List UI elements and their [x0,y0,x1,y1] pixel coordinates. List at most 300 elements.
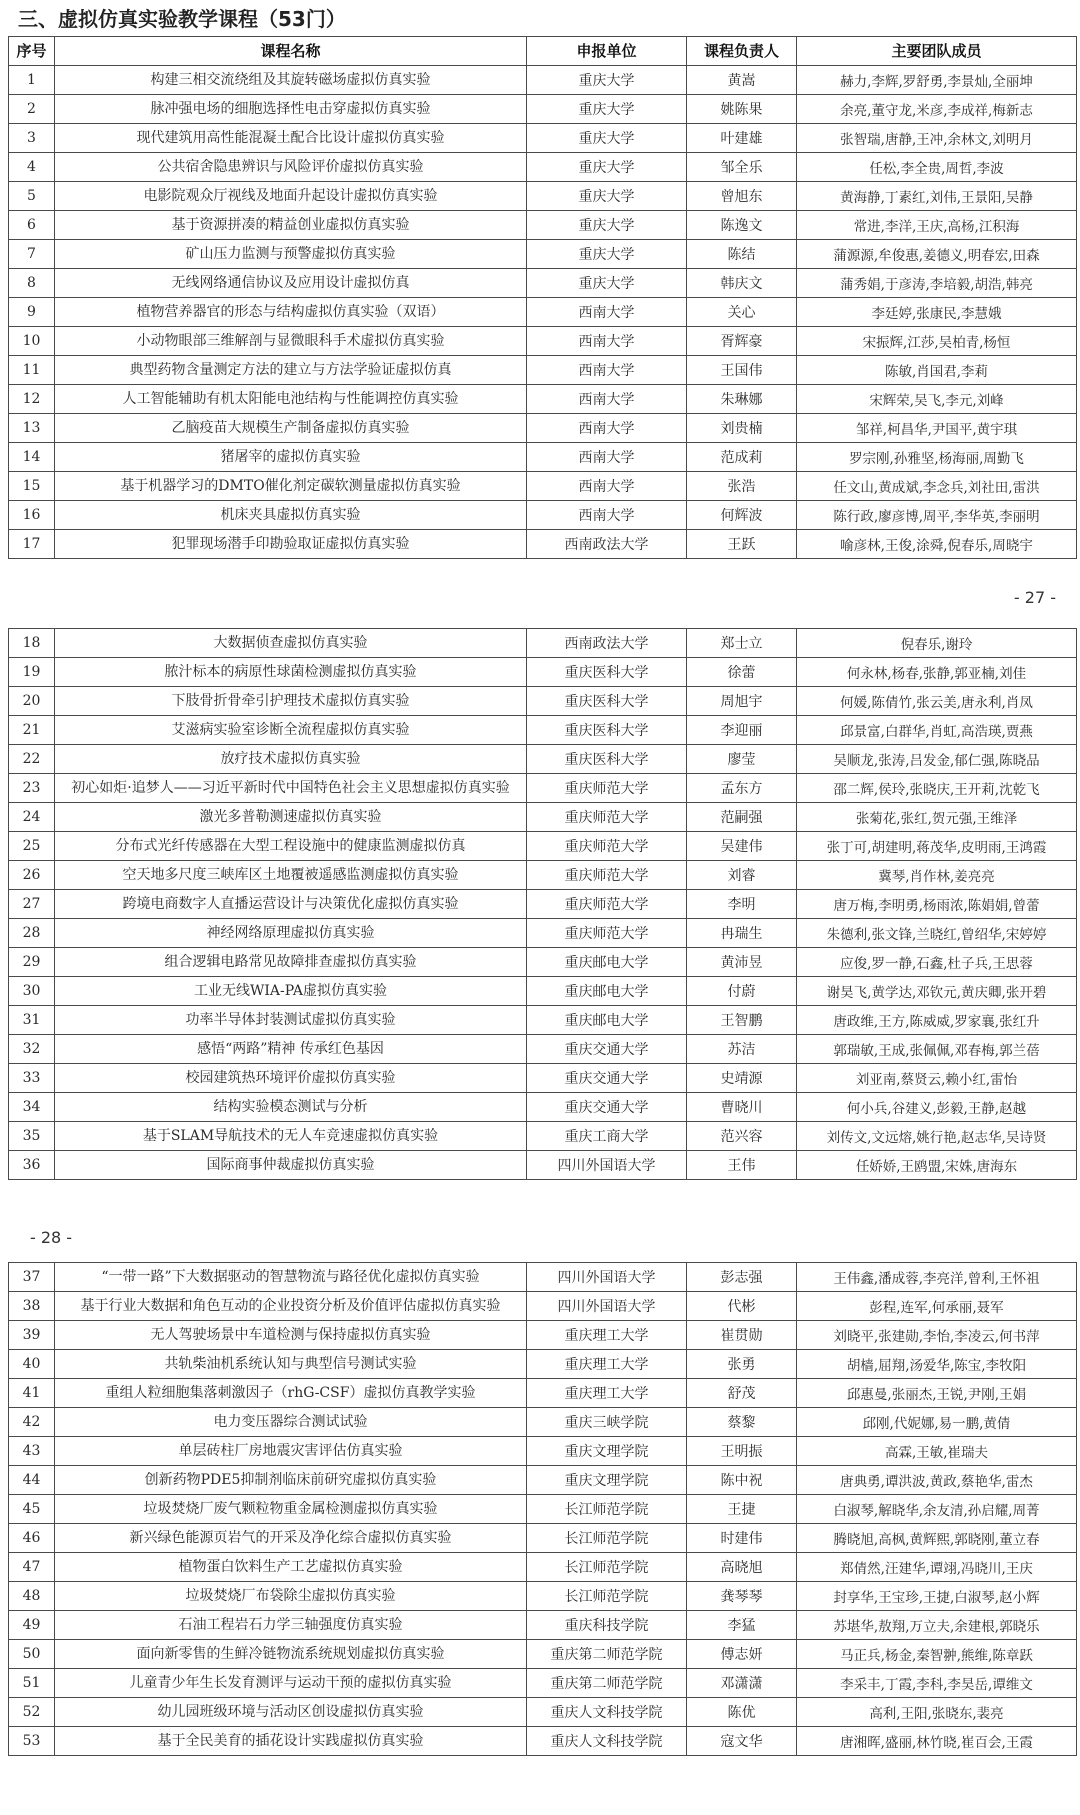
cell-row-number: 52 [9,1698,55,1727]
cell-applying-unit: 重庆大学 [527,123,687,152]
cell-course-leader: 王明振 [687,1437,797,1466]
cell-team-members: 何媛,陈倩竹,张云美,唐永利,肖凤 [797,687,1077,716]
cell-row-number: 34 [9,1093,55,1122]
cell-course-name: 大数据侦查虚拟仿真实验 [55,629,527,658]
table-row [9,65,1077,94]
cell-team-members: 唐政维,王方,陈威威,罗家襄,张红升 [797,1006,1077,1035]
cell-team-members: 张智瑞,唐静,王冲,余林文,刘明月 [797,123,1077,152]
table-row [9,803,1077,832]
cell-row-number: 20 [9,687,55,716]
table-row [9,1064,1077,1093]
header-team-members: 主要团队成员 [797,37,1077,66]
cell-row-number: 18 [9,629,55,658]
cell-course-name: 犯罪现场潜手印勘验取证虚拟仿真实验 [55,529,527,558]
cell-course-leader: 李猛 [687,1611,797,1640]
cell-row-number: 16 [9,500,55,529]
cell-course-leader: 陈逸文 [687,210,797,239]
cell-course-name: 乙脑疫苗大规模生产制备虚拟仿真实验 [55,413,527,442]
cell-row-number: 1 [9,65,55,94]
cell-course-name: 机床夹具虚拟仿真实验 [55,500,527,529]
cell-course-name: 脉冲强电场的细胞选择性电击穿虚拟仿真实验 [55,94,527,123]
cell-course-leader: 叶建雄 [687,123,797,152]
cell-applying-unit: 长江师范学院 [527,1524,687,1553]
cell-course-name: 脓汁标本的病原性球菌检测虚拟仿真实验 [55,658,527,687]
cell-team-members: 郑倩然,汪建华,谭翊,冯晓川,王庆 [797,1553,1077,1582]
table-row [9,1727,1077,1756]
cell-team-members: 封享华,王宝珍,王捷,白淑琴,赵小辉 [797,1582,1077,1611]
cell-applying-unit: 重庆师范大学 [527,803,687,832]
cell-course-name: 分布式光纤传感器在大型工程设施中的健康监测虚拟仿真 [55,832,527,861]
table-row [9,297,1077,326]
cell-row-number: 48 [9,1582,55,1611]
cell-course-name: 下肢骨折骨牵引护理技术虚拟仿真实验 [55,687,527,716]
cell-row-number: 46 [9,1524,55,1553]
cell-row-number: 8 [9,268,55,297]
table-row [9,1122,1077,1151]
page-number-27: - 27 - [1013,588,1056,607]
cell-row-number: 22 [9,745,55,774]
cell-course-name: 激光多普勒测速虚拟仿真实验 [55,803,527,832]
cell-course-name: 单层砖柱厂房地震灾害评估仿真实验 [55,1437,527,1466]
cell-course-name: 基于全民美育的插花设计实践虚拟仿真实验 [55,1727,527,1756]
table-row [9,1408,1077,1437]
cell-team-members: 冀琴,肖作林,姜亮亮 [797,861,1077,890]
table-row [9,1292,1077,1321]
cell-course-name: 功率半导体封装测试虚拟仿真实验 [55,1006,527,1035]
cell-team-members: 苏堪华,敖翔,万立夫,余建根,郭晓乐 [797,1611,1077,1640]
cell-course-leader: 苏洁 [687,1035,797,1064]
cell-row-number: 38 [9,1292,55,1321]
cell-applying-unit: 重庆医科大学 [527,687,687,716]
cell-course-name: 国际商事仲裁虚拟仿真实验 [55,1151,527,1180]
cell-course-name: 幼儿园班级环境与活动区创设虚拟仿真实验 [55,1698,527,1727]
cell-course-leader: 朱琳娜 [687,384,797,413]
cell-team-members: 邱惠曼,张丽杰,王锐,尹刚,王娟 [797,1379,1077,1408]
table-row [9,1437,1077,1466]
cell-course-name: 空天地多尺度三峡库区土地覆被遥感监测虚拟仿真实验 [55,861,527,890]
cell-course-leader: 郑士立 [687,629,797,658]
cell-team-members: 李廷婷,张康民,李慧娥 [797,297,1077,326]
table-row [9,890,1077,919]
cell-course-name: 面向新零售的生鲜冷链物流系统规划虚拟仿真实验 [55,1640,527,1669]
cell-applying-unit: 重庆医科大学 [527,716,687,745]
cell-course-leader: 黄沛昱 [687,948,797,977]
cell-applying-unit: 重庆理工大学 [527,1321,687,1350]
table-row [9,1035,1077,1064]
cell-applying-unit: 重庆文理学院 [527,1437,687,1466]
cell-applying-unit: 重庆大学 [527,65,687,94]
cell-row-number: 51 [9,1669,55,1698]
cell-team-members: 邱刚,代妮娜,易一鹏,黄倩 [797,1408,1077,1437]
header-course-name: 课程名称 [55,37,527,66]
cell-course-name: 垃圾焚烧厂废气颗粒物重金属检测虚拟仿真实验 [55,1495,527,1524]
table-row [9,1379,1077,1408]
cell-course-name: 电影院观众厅视线及地面升起设计虚拟仿真实验 [55,181,527,210]
cell-course-name: 跨境电商数字人直播运营设计与决策优化虚拟仿真实验 [55,890,527,919]
cell-course-name: 现代建筑用高性能混凝土配合比设计虚拟仿真实验 [55,123,527,152]
cell-applying-unit: 重庆师范大学 [527,832,687,861]
cell-team-members: 陈敏,肖国君,李莉 [797,355,1077,384]
cell-course-name: 结构实验模态测试与分析 [55,1093,527,1122]
cell-course-name: 无线网络通信协议及应用设计虚拟仿真 [55,268,527,297]
cell-row-number: 30 [9,977,55,1006]
cell-applying-unit: 四川外国语大学 [527,1292,687,1321]
cell-course-name: 组合逻辑电路常见故障排查虚拟仿真实验 [55,948,527,977]
cell-team-members: 唐万梅,李明勇,杨雨浓,陈娟娟,曾蕾 [797,890,1077,919]
cell-applying-unit: 西南大学 [527,384,687,413]
table-row [9,471,1077,500]
cell-row-number: 15 [9,471,55,500]
header-course-leader: 课程负责人 [687,37,797,66]
cell-course-name: 共轨柴油机系统认知与典型信号测试实验 [55,1350,527,1379]
cell-applying-unit: 重庆文理学院 [527,1466,687,1495]
cell-team-members: 任文山,黄成斌,李念兵,刘社田,雷洪 [797,471,1077,500]
cell-course-leader: 陈中祝 [687,1466,797,1495]
table-row [9,832,1077,861]
cell-course-leader: 廖莹 [687,745,797,774]
course-table-part-3 [8,1262,1077,1756]
cell-row-number: 50 [9,1640,55,1669]
cell-course-leader: 傅志妍 [687,1640,797,1669]
cell-row-number: 53 [9,1727,55,1756]
cell-course-leader: 王捷 [687,1495,797,1524]
cell-course-leader: 刘贵楠 [687,413,797,442]
cell-applying-unit: 重庆师范大学 [527,919,687,948]
cell-course-leader: 范嗣强 [687,803,797,832]
cell-applying-unit: 重庆大学 [527,268,687,297]
cell-course-name: 基于行业大数据和角色互动的企业投资分析及价值评估虚拟仿真实验 [55,1292,527,1321]
cell-row-number: 5 [9,181,55,210]
cell-row-number: 49 [9,1611,55,1640]
table-row [9,181,1077,210]
cell-applying-unit: 四川外国语大学 [527,1151,687,1180]
table-row [9,1321,1077,1350]
cell-team-members: 任松,李全贵,周哲,李波 [797,152,1077,181]
cell-team-members: 蒲秀娟,于彦涛,李培毅,胡浩,韩亮 [797,268,1077,297]
table-row [9,355,1077,384]
table-row [9,94,1077,123]
cell-course-name: 垃圾焚烧厂布袋除尘虚拟仿真实验 [55,1582,527,1611]
cell-applying-unit: 重庆邮电大学 [527,977,687,1006]
cell-team-members: 白淑琴,解晓华,余友清,孙启耀,周菁 [797,1495,1077,1524]
table-row [9,977,1077,1006]
cell-course-name: “一带一路”下大数据驱动的智慧物流与路径优化虚拟仿真实验 [55,1263,527,1292]
cell-applying-unit: 重庆大学 [527,94,687,123]
cell-team-members: 王伟鑫,潘成蓉,李亮洋,曾利,王怀祖 [797,1263,1077,1292]
cell-course-name: 公共宿舍隐患辨识与风险评价虚拟仿真实验 [55,152,527,181]
table-row [9,268,1077,297]
table-row [9,413,1077,442]
cell-applying-unit: 重庆师范大学 [527,774,687,803]
cell-team-members: 张菊花,张红,贺元强,王维泽 [797,803,1077,832]
cell-applying-unit: 重庆交通大学 [527,1035,687,1064]
cell-course-leader: 陈结 [687,239,797,268]
cell-row-number: 25 [9,832,55,861]
table-row [9,384,1077,413]
cell-course-name: 儿童青少年生长发育测评与运动干预的虚拟仿真实验 [55,1669,527,1698]
cell-applying-unit: 重庆工商大学 [527,1122,687,1151]
cell-course-leader: 徐蕾 [687,658,797,687]
cell-team-members: 李采丰,丁霞,李科,李昊岳,谭维文 [797,1669,1077,1698]
cell-row-number: 19 [9,658,55,687]
cell-course-leader: 曹晓川 [687,1093,797,1122]
cell-applying-unit: 重庆医科大学 [527,658,687,687]
cell-course-leader: 刘睿 [687,861,797,890]
cell-row-number: 36 [9,1151,55,1180]
cell-applying-unit: 西南大学 [527,355,687,384]
cell-team-members: 罗宗刚,孙雅坚,杨海丽,周勤飞 [797,442,1077,471]
cell-applying-unit: 重庆大学 [527,239,687,268]
cell-course-name: 创新药物PDE5抑制剂临床前研究虚拟仿真实验 [55,1466,527,1495]
header-row-number: 序号 [9,37,55,66]
cell-team-members: 倪春乐,谢玲 [797,629,1077,658]
cell-team-members: 刘亚南,蔡贤云,赖小红,雷怡 [797,1064,1077,1093]
cell-course-leader: 范成莉 [687,442,797,471]
cell-team-members: 腾晓旭,高枫,黄辉熙,郭晓刚,董立春 [797,1524,1077,1553]
cell-course-leader: 王智鹏 [687,1006,797,1035]
cell-course-leader: 史靖源 [687,1064,797,1093]
cell-course-leader: 蔡黎 [687,1408,797,1437]
cell-course-leader: 周旭宇 [687,687,797,716]
cell-row-number: 39 [9,1321,55,1350]
cell-row-number: 7 [9,239,55,268]
cell-team-members: 任娇娇,王鸥盟,宋姝,唐海东 [797,1151,1077,1180]
cell-course-leader: 曾旭东 [687,181,797,210]
cell-course-name: 构建三相交流绕组及其旋转磁场虚拟仿真实验 [55,65,527,94]
cell-applying-unit: 西南政法大学 [527,629,687,658]
cell-course-leader: 高晓旭 [687,1553,797,1582]
cell-applying-unit: 西南大学 [527,297,687,326]
cell-team-members: 吴顺龙,张涛,吕发金,郁仁强,陈晓品 [797,745,1077,774]
cell-course-leader: 时建伟 [687,1524,797,1553]
cell-applying-unit: 重庆科技学院 [527,1611,687,1640]
cell-course-leader: 邓潇潇 [687,1669,797,1698]
cell-course-leader: 崔贯勋 [687,1321,797,1350]
cell-course-name: 人工智能辅助有机太阳能电池结构与性能调控仿真实验 [55,384,527,413]
cell-team-members: 马正兵,杨金,秦智翀,熊维,陈章跃 [797,1640,1077,1669]
course-table-part-2 [8,628,1077,1180]
cell-course-leader: 孟东方 [687,774,797,803]
cell-team-members: 唐湘晖,盛丽,林竹晓,崔百会,王霞 [797,1727,1077,1756]
table-row [9,1698,1077,1727]
cell-course-leader: 代彬 [687,1292,797,1321]
table-row [9,629,1077,658]
table-row [9,326,1077,355]
table-row [9,529,1077,558]
cell-course-name: 基于资源拼凑的精益创业虚拟仿真实验 [55,210,527,239]
cell-course-name: 基于SLAM导航技术的无人车竞速虚拟仿真实验 [55,1122,527,1151]
table-row [9,1495,1077,1524]
cell-row-number: 29 [9,948,55,977]
cell-row-number: 28 [9,919,55,948]
table-row [9,861,1077,890]
table-row [9,1006,1077,1035]
cell-course-leader: 何辉波 [687,500,797,529]
cell-row-number: 12 [9,384,55,413]
cell-course-name: 新兴绿色能源页岩气的开采及净化综合虚拟仿真实验 [55,1524,527,1553]
cell-course-leader: 王伟 [687,1151,797,1180]
cell-course-leader: 张勇 [687,1350,797,1379]
cell-team-members: 张丁可,胡建明,蒋茂华,皮明雨,王鸿霞 [797,832,1077,861]
cell-team-members: 刘晓平,张建勋,李怡,李凌云,何书萍 [797,1321,1077,1350]
table-row [9,210,1077,239]
cell-team-members: 唐典勇,谭洪波,黄政,蔡艳华,雷杰 [797,1466,1077,1495]
table-row [9,1524,1077,1553]
table-row [9,1093,1077,1122]
table-row [9,1611,1077,1640]
cell-team-members: 蒲源源,牟俊惠,姜德义,明春宏,田森 [797,239,1077,268]
cell-applying-unit: 西南大学 [527,500,687,529]
cell-row-number: 17 [9,529,55,558]
cell-course-leader: 舒茂 [687,1379,797,1408]
table-row [9,774,1077,803]
cell-course-leader: 冉瑞生 [687,919,797,948]
cell-row-number: 14 [9,442,55,471]
cell-course-leader: 张浩 [687,471,797,500]
table-row [9,1263,1077,1292]
cell-applying-unit: 重庆师范大学 [527,890,687,919]
cell-row-number: 13 [9,413,55,442]
cell-course-name: 无人驾驶场景中车道检测与保持虚拟仿真实验 [55,1321,527,1350]
cell-team-members: 朱德利,张文锋,兰晓红,曾绍华,宋婷婷 [797,919,1077,948]
cell-row-number: 24 [9,803,55,832]
cell-course-name: 植物蛋白饮料生产工艺虚拟仿真实验 [55,1553,527,1582]
cell-applying-unit: 重庆人文科技学院 [527,1698,687,1727]
cell-course-leader: 邹全乐 [687,152,797,181]
cell-course-leader: 龚琴琴 [687,1582,797,1611]
table-row [9,1553,1077,1582]
cell-applying-unit: 重庆理工大学 [527,1379,687,1408]
cell-course-name: 典型药物含量测定方法的建立与方法学验证虚拟仿真 [55,355,527,384]
table-row [9,239,1077,268]
cell-applying-unit: 重庆交通大学 [527,1064,687,1093]
cell-applying-unit: 四川外国语大学 [527,1263,687,1292]
header-applying-unit: 申报单位 [527,37,687,66]
cell-row-number: 40 [9,1350,55,1379]
table-header-row [9,37,1077,66]
cell-course-leader: 范兴容 [687,1122,797,1151]
cell-row-number: 47 [9,1553,55,1582]
course-table-part-1 [8,36,1077,559]
cell-row-number: 21 [9,716,55,745]
table-row [9,716,1077,745]
cell-course-name: 石油工程岩石力学三轴强度仿真实验 [55,1611,527,1640]
cell-course-name: 校园建筑热环境评价虚拟仿真实验 [55,1064,527,1093]
cell-applying-unit: 重庆大学 [527,152,687,181]
cell-row-number: 11 [9,355,55,384]
cell-row-number: 6 [9,210,55,239]
cell-row-number: 4 [9,152,55,181]
cell-team-members: 邹祥,柯昌华,尹国平,黄宇琪 [797,413,1077,442]
cell-row-number: 3 [9,123,55,152]
cell-team-members: 高霖,王敏,崔瑞夫 [797,1437,1077,1466]
cell-applying-unit: 重庆交通大学 [527,1093,687,1122]
cell-team-members: 何永林,杨春,张静,郭亚楠,刘佳 [797,658,1077,687]
cell-row-number: 27 [9,890,55,919]
cell-team-members: 常进,李洋,王庆,高杨,江积海 [797,210,1077,239]
cell-course-name: 猪屠宰的虚拟仿真实验 [55,442,527,471]
cell-applying-unit: 长江师范学院 [527,1582,687,1611]
cell-team-members: 黄海静,丁素红,刘伟,王景阳,吴静 [797,181,1077,210]
page-number-28: - 28 - [30,1228,73,1247]
cell-row-number: 37 [9,1263,55,1292]
cell-course-leader: 王跃 [687,529,797,558]
table-row [9,1466,1077,1495]
cell-applying-unit: 重庆大学 [527,210,687,239]
cell-applying-unit: 西南政法大学 [527,529,687,558]
cell-row-number: 9 [9,297,55,326]
cell-applying-unit: 重庆邮电大学 [527,948,687,977]
cell-applying-unit: 长江师范学院 [527,1495,687,1524]
cell-course-name: 重组人粒细胞集落刺激因子（rhG-CSF）虚拟仿真教学实验 [55,1379,527,1408]
cell-course-leader: 彭志强 [687,1263,797,1292]
cell-row-number: 43 [9,1437,55,1466]
cell-course-leader: 王国伟 [687,355,797,384]
table-row [9,1669,1077,1698]
cell-course-name: 小动物眼部三维解剖与显微眼科手术虚拟仿真实验 [55,326,527,355]
cell-applying-unit: 重庆医科大学 [527,745,687,774]
cell-team-members: 应俊,罗一静,石鑫,杜子兵,王思蓉 [797,948,1077,977]
table-row [9,123,1077,152]
cell-course-name: 电力变压器综合测试试验 [55,1408,527,1437]
cell-row-number: 23 [9,774,55,803]
table-row [9,1582,1077,1611]
cell-applying-unit: 西南大学 [527,413,687,442]
cell-row-number: 45 [9,1495,55,1524]
table-row [9,687,1077,716]
cell-course-leader: 胥辉豪 [687,326,797,355]
cell-applying-unit: 重庆第二师范学院 [527,1669,687,1698]
cell-team-members: 赫力,李辉,罗舒勇,李景灿,全丽坤 [797,65,1077,94]
table-row [9,500,1077,529]
table-row [9,442,1077,471]
cell-team-members: 高利,王阳,张晓东,裴亮 [797,1698,1077,1727]
cell-team-members: 郭瑞敏,王成,张佩佩,邓春梅,郭兰蓓 [797,1035,1077,1064]
cell-course-name: 放疗技术虚拟仿真实验 [55,745,527,774]
cell-team-members: 邱景富,白群华,肖虹,高浩瑛,贾燕 [797,716,1077,745]
cell-course-leader: 关心 [687,297,797,326]
cell-row-number: 2 [9,94,55,123]
cell-course-name: 神经网络原理虚拟仿真实验 [55,919,527,948]
cell-row-number: 33 [9,1064,55,1093]
cell-team-members: 喻彦林,王俊,涂舜,倪春乐,周晓宇 [797,529,1077,558]
cell-course-leader: 韩庆文 [687,268,797,297]
cell-applying-unit: 重庆理工大学 [527,1350,687,1379]
table-row [9,948,1077,977]
table-row [9,1640,1077,1669]
table-row [9,745,1077,774]
cell-course-leader: 黄嵩 [687,65,797,94]
cell-applying-unit: 重庆师范大学 [527,861,687,890]
cell-row-number: 32 [9,1035,55,1064]
cell-course-leader: 李明 [687,890,797,919]
table-row [9,658,1077,687]
cell-applying-unit: 重庆大学 [527,181,687,210]
cell-course-leader: 陈优 [687,1698,797,1727]
table-row [9,1350,1077,1379]
cell-course-leader: 姚陈果 [687,94,797,123]
cell-course-name: 工业无线WIA-PA虚拟仿真实验 [55,977,527,1006]
cell-course-name: 初心如炬·追梦人——习近平新时代中国特色社会主义思想虚拟仿真实验 [55,774,527,803]
cell-applying-unit: 西南大学 [527,442,687,471]
cell-row-number: 44 [9,1466,55,1495]
cell-course-leader: 李迎丽 [687,716,797,745]
table-row [9,152,1077,181]
cell-applying-unit: 长江师范学院 [527,1553,687,1582]
cell-course-name: 植物营养器官的形态与结构虚拟仿真实验（双语） [55,297,527,326]
cell-row-number: 42 [9,1408,55,1437]
cell-row-number: 10 [9,326,55,355]
